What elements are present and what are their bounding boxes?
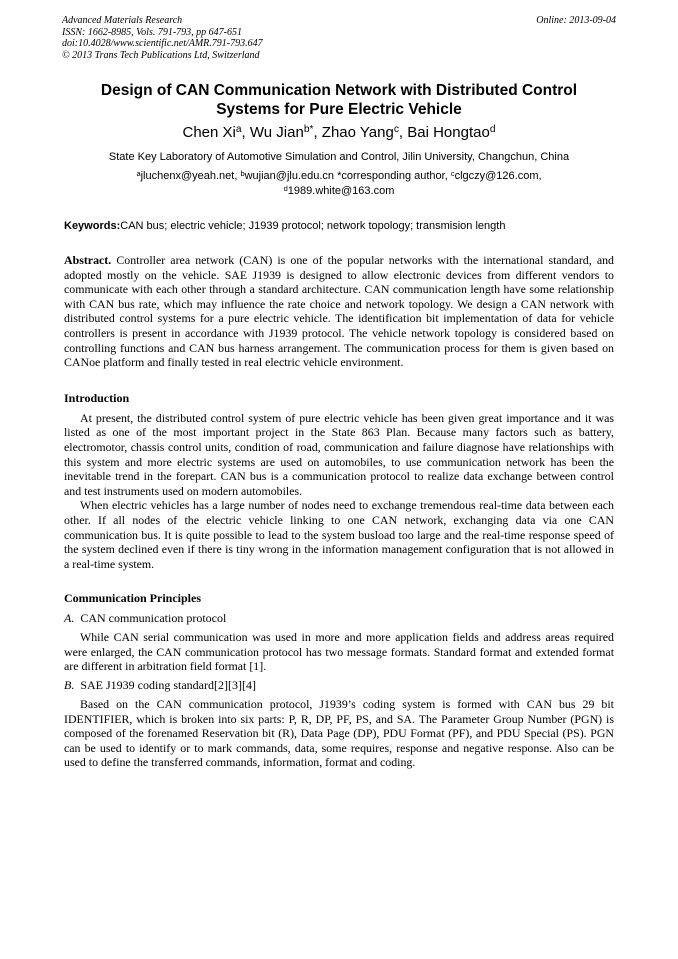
principles-paragraph-b: Based on the CAN communication protocol, J1939’s coding system is formed with CAN bus 29 bit IDENTIFIER, which is broken into six parts: P, R, DP, PF, PS, and SA. The Parameter Group Number (PGN) is composed of the forenamed Reservation bit (R), Data Page (DP), PDU Format (PF), and PDU Special (PS). PGN can be used to identify or to mark commands, data, some requires, response and negative response. Also can be used to define the transferred commands, information, format and coding. [64,697,614,770]
copyright-line: © 2013 Trans Tech Publications Ltd, Switzerland [62,49,260,61]
affiliation: State Key Laboratory of Automotive Simulation and Control, Jilin University, Changchun, China [108,151,570,163]
author-separator: , [398,124,408,141]
author-separator: , [241,124,250,141]
subsection-letter: B. [64,678,75,693]
intro-paragraph-2: When electric vehicles has a large number of nodes need to exchange tremendous real-time data between each other. If all nodes of the electric vehicle linking to one CAN network, exchanging data via one CAN communication bus. It is quite possible to lead to the system busload too large and the real-time response speed of the system declined even if there is tiny wrong in the information management configuration that is not allowed in a real-time system. [64,498,614,571]
doi-line: doi:10.4028/www.scientific.net/AMR.791-793.647 [62,38,263,49]
author-name: Wu Jian [249,124,304,141]
author-affil-mark: a [235,124,242,136]
email-d: 1989.white@163.com [287,185,395,197]
author-affil-mark: c [393,124,399,136]
subsection-letter: A. [64,611,75,626]
author-name: Chen Xi [182,124,236,141]
keywords [64,219,616,233]
subsection-title: SAE J1939 coding standard[2][3][4] [80,678,256,693]
abstract [64,253,614,370]
intro-paragraph-1: At present, the distributed control system of pure electric vehicle has been given great importance and it was listed as one of the most important project in the State 863 Plan. Because many factors such as battery, electromotor, chassis control units, condition of road, communication and failure diagnose have relationships with this system and more electric systems are used on automobiles, to use communication network has been the inevitable trend in the forepart. CAN bus is a communication protocol to realize data exchange between control and test instruments used on modern automobiles. [64,410,614,498]
email-mark: c [450,168,455,178]
emails-line-1 [62,169,616,184]
title-line-1: Design of CAN Communication Network with Distributed Control [100,82,578,99]
section-heading-introduction: Introduction [64,390,130,405]
online-date: Online: 2013-09-04 [536,15,616,26]
email-a: jluchenx@yeah.net, [140,170,241,182]
email-c: clgczy@126.com, [454,170,542,182]
journal-header [62,15,616,61]
keywords-label: Keywords: [64,220,121,232]
principles-paragraph-a: While CAN serial communication was used in more and more application fields and address areas required were enlarged, the CAN communication protocol has two message formats. Standard format and extended format are different in arbitration field format [1]. [64,630,614,674]
email-b: wujian@jlu.edu.cn *corresponding author, [244,170,451,182]
author-separator: , [313,124,322,141]
abstract-text: Controller area network (CAN) is one of the popular networks with the international standard, and adopted mostly on the vehicle. SAE J1939 is designed to allow electronic devices from different vendors to communicate with each other through a standard architecture. CAN communication length have some relationship with CAN bus rate, which may influence the rate choice and network topology. We design a CAN network with distributed control systems for a pure electric vehicle. The identification bit implementation of data for vehicle controllers is present in accordance with J1939 protocol. The vehicle network topology is considered based on controlling functions and CAN bus harness arrangement. The communication process for them is given based on CANoe platform and finally tested in real electric vehicle environment. [64,253,614,370]
email-mark: d [283,183,288,193]
title-line-2: Systems for Pure Electric Vehicle [216,100,462,118]
author-emails [62,169,616,199]
abstract-label: Abstract. [64,253,112,267]
section-heading-principles: Communication Principles [64,591,201,606]
author-name: Bai Hongtao [407,124,490,141]
paper-body [64,253,614,770]
emails-line-2 [62,184,616,199]
author-list [62,124,616,142]
subsection-title: CAN communication protocol [80,611,227,626]
email-mark: b [240,168,245,178]
issn-line: ISSN: 1662-8985, Vols. 791-793, pp 647-651 [62,26,242,38]
subsection-heading-b [64,678,614,693]
subsection-heading-a [64,611,614,626]
email-mark: a [136,168,141,178]
author-affil-mark: d [489,124,496,136]
paper-title [62,82,616,119]
author-affil-mark: b* [303,124,314,136]
keywords-text: CAN bus; electric vehicle; J1939 protocol; network topology; transmision length [120,220,506,232]
journal-name: Advanced Materials Research [62,15,183,26]
author-name: Zhao Yang [321,124,394,141]
